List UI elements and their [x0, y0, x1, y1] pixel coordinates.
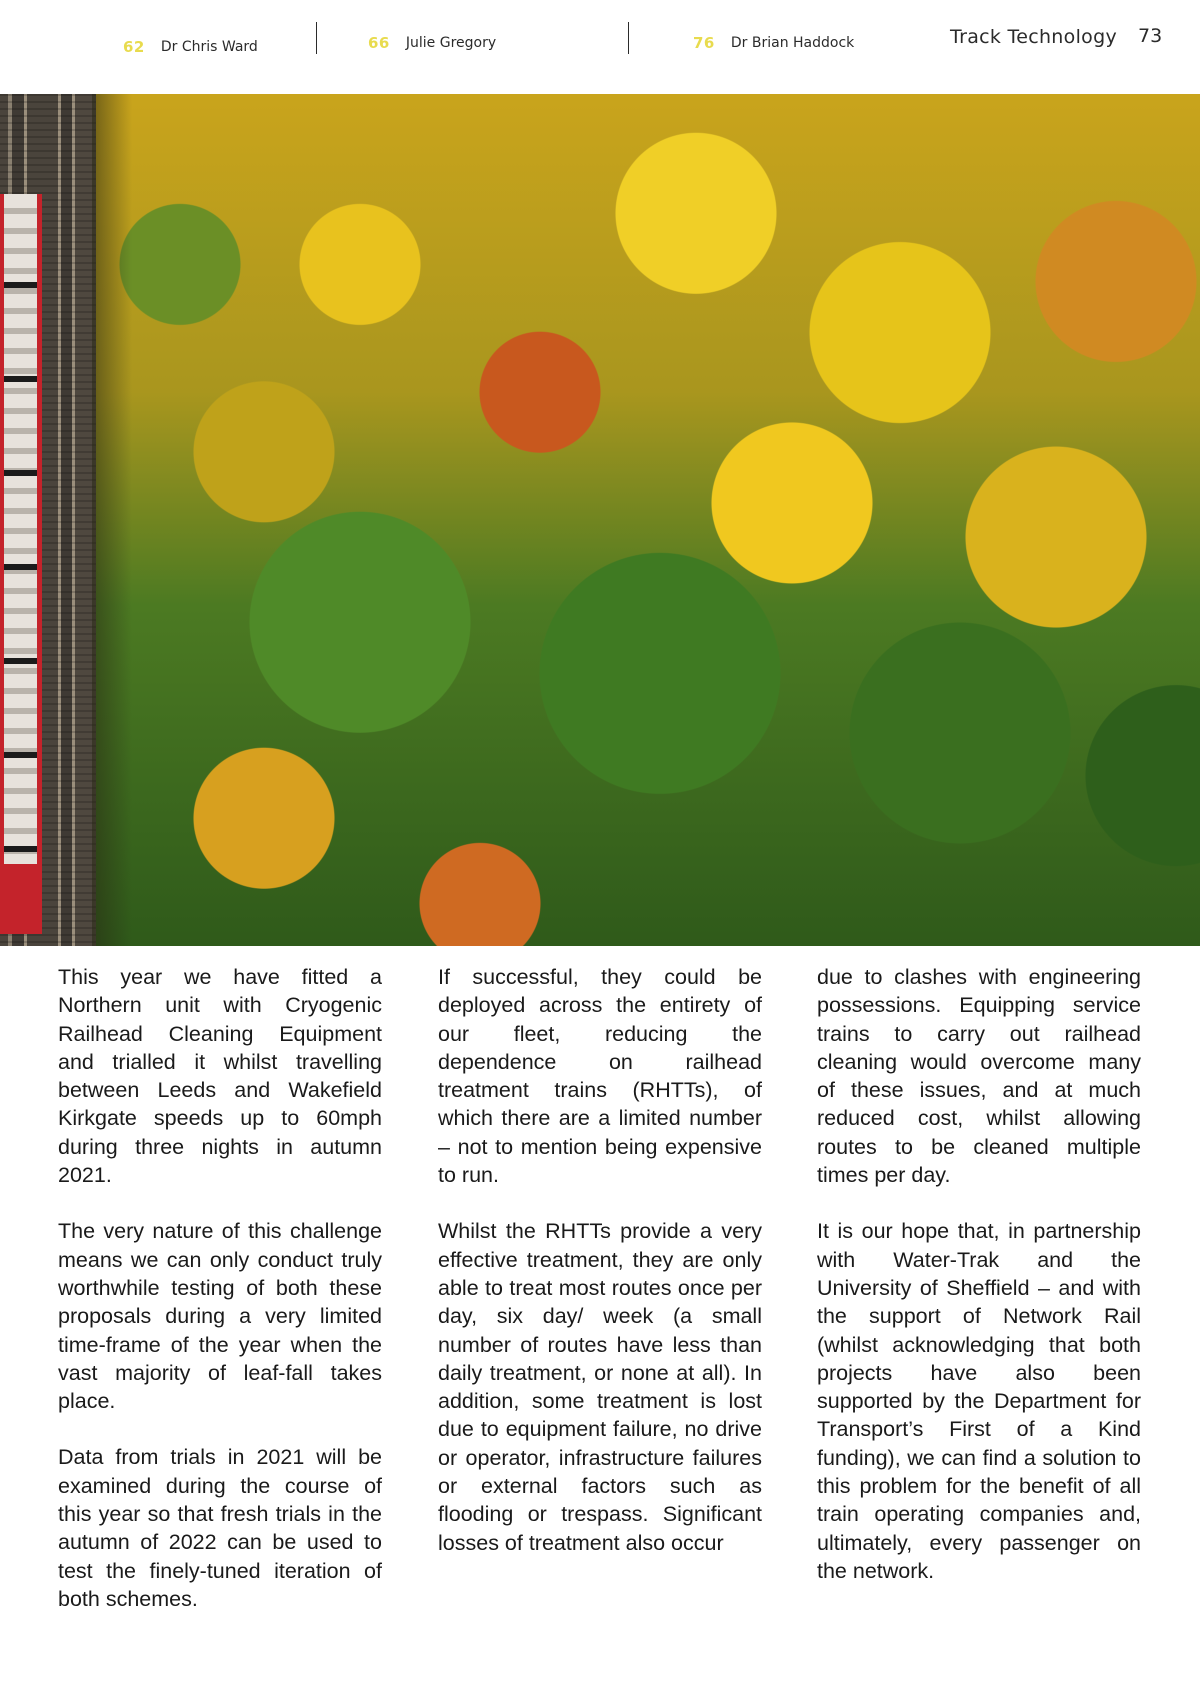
train-cab — [0, 864, 42, 934]
contributor-link-julie-gregory[interactable] — [368, 30, 496, 56]
text-column-1 — [58, 963, 382, 1641]
paragraph: Data from trials in 2021 will be examined during the course of this year so that fresh trials in the autumn of 2022 can be used to test the finely-tuned iteration of both schemes. — [58, 1445, 382, 1611]
header-divider — [316, 22, 317, 54]
page-number: 73 — [1138, 25, 1163, 47]
section-title: Track Technology — [950, 26, 1117, 48]
treeline-shadow — [92, 94, 132, 946]
contributor-name: Dr Chris Ward — [160, 39, 258, 55]
contributor-page-number: 76 — [693, 34, 715, 52]
contributor-name: Dr Brian Haddock — [730, 35, 855, 51]
paragraph: due to clashes with engineering possessions. Equipping service trains to carry out railhead cleaning would overcome many of these issues, and at much reduced cost, whilst allowing routes to be cleaned multiple times per day. — [817, 965, 1141, 1188]
text-column-3 — [817, 963, 1141, 1613]
text-column-2 — [438, 963, 762, 1585]
paragraph: It is our hope that, in partnership with Water-Trak and the University of Sheffield – and with the support of Network Rail (whilst acknowledging that both projects have also been supported by the Department for Transport’s First of a Kind funding), we can find a solution to this problem for the benefit of all train operating companies and, ultimately, every passenger on the network. — [817, 1219, 1141, 1583]
contributor-name: Julie Gregory — [405, 35, 497, 51]
paragraph: This year we have fitted a Northern unit with Cryogenic Railhead Cleaning Equipment and trialled it whilst travelling between Leeds and Wakefield Kirkgate speeds up to 60mph during three nights in autumn 2021. — [58, 965, 382, 1188]
paragraph: The very nature of this challenge means we can only conduct truly worthwhile testing of both these proposals during a very limited time-frame of the year when the vast majority of leaf-fall takes place. — [58, 1219, 382, 1414]
contributor-link-chris-ward[interactable] — [123, 34, 258, 60]
train-roof — [0, 194, 42, 934]
paragraph: If successful, they could be deployed across the entirety of our fleet, reducing the dependence on railhead treatment trains (RHTTs), of which there are a limited number – not to mention being expensive to run. — [438, 965, 762, 1188]
paragraph: Whilst the RHTTs provide a very effective treatment, they are only able to treat most routes once per day, six day/ week (a small number of routes have less than daily treatment, or none at all). In addition, some treatment is lost due to equipment failure, no drive or operator, infrastructure failures or external factors such as flooding or trespass. Significant losses of treatment also occur — [438, 1219, 762, 1555]
contributor-page-number: 66 — [368, 34, 390, 52]
page-header — [0, 0, 1200, 94]
contributor-link-brian-haddock[interactable] — [693, 30, 854, 56]
contributor-page-number: 62 — [123, 38, 145, 56]
aerial-forest-photo — [0, 94, 1200, 946]
header-divider — [628, 22, 629, 54]
